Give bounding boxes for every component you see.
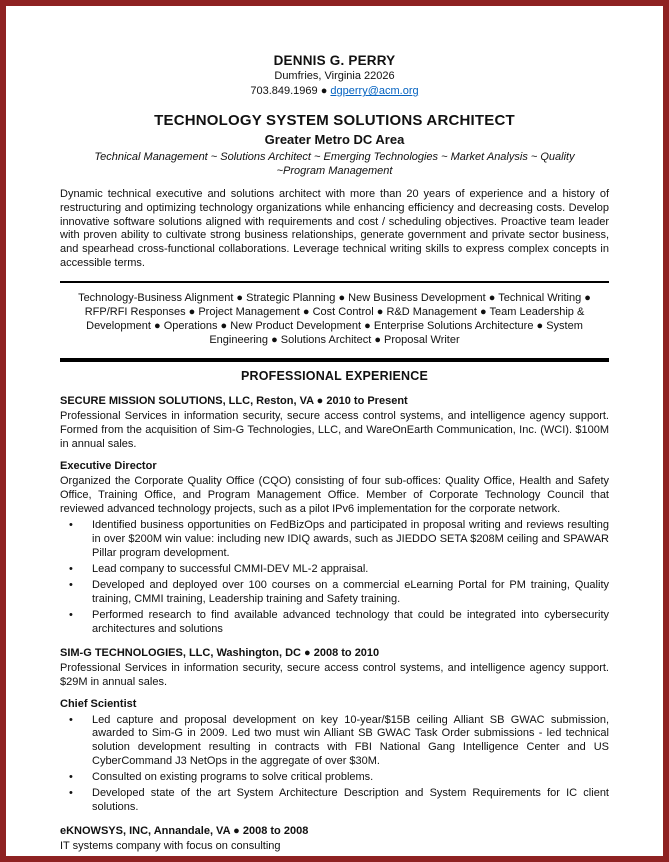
candidate-location: Dumfries, Virginia 22026 [274,70,395,83]
company-line: eKNOWSYS, INC, Annandale, VA ● 2008 to 2008 [60,825,309,838]
bullet-item: • Developed and deployed over 100 courses on a commercial eLearning Portal for PM training, Quality training, CMMI training, Leadership training and Safety training. [60,579,609,607]
bullet-item: • Consulted on existing programs to solve critical problems. [60,771,609,785]
bullet-item: • Performed research to find available advanced technology that could be integrated into cybersecurity architectures and solutions [60,609,609,637]
bullet-item: • Led capture and proposal development on key 10-year/$15B ceiling Alliant SB GWAC submission, awarded to Sim-G in 2009. Led two must win Alliant SB GWAC Task Order submissions - led technical solution development resulting in contracts with FBI National Gang Intelligence Center and US CyberCommand J3 NetOps in the aggregate of over $30M. [60,714,609,770]
resume-content [6,6,663,862]
section-divider-top [60,281,609,283]
resume-title: TECHNOLOGY SYSTEM SOLUTIONS ARCHITECT [154,112,515,130]
job-section-eknowsys [60,825,609,854]
job-section-secure-mission [60,395,609,637]
resume-header [60,52,609,99]
contact-line [60,85,609,99]
company-description: Professional Services in information security, secure access control systems, and intelligence agency support. Formed from the acquisition of Sim-G Technologies, LLC, and WareOnEarth Communication, Inc. (WCI). $100M in annual sales. [60,410,609,451]
summary-paragraph: Dynamic technical executive and solutions architect with more than 20 years of experience and a history of restructuring and optimizing technology organizations while enhancing efficiency and decreasing costs. Develop innovative software solutions aligned with requirements and cost / scheduling objectives. Proactive team leader with proven ability to cultivate strong business relationships, generate government and private sector business, and spearhead cross-functional collaborations. Leverage technical writing skills to express complex concepts in accessible terms. [60,187,609,270]
tagline [60,151,609,179]
role-title: Executive Director [60,460,157,472]
resume-subtitle: Greater Metro DC Area [264,132,405,148]
company-description: Professional Services in information security, secure access control systems, and intelligence agency support. $29M in annual sales. [60,661,609,688]
company-line: SIM-G TECHNOLOGIES, LLC, Washington, DC ● 2008 to 2010 [60,646,380,659]
bullet-list [60,714,609,816]
tagline-line-1: Technical Management ~ Solutions Architect ~ Emerging Technologies ~ Market Analysis ~ Quality [94,150,575,163]
tagline-line-2: ~Program Management [276,164,393,177]
candidate-name: DENNIS G. PERRY [273,53,396,68]
role-description: Organized the Corporate Quality Office (CQO) consisting of four sub-offices: Quality Office, Health and Safety Office, Training Office, and Program Management Office. Member of Corporate Technology Council that reviewed advanced technology projects, such as a pilot IPv6 implementation for the corporate network. [60,474,609,515]
keywords-block: Technology-Business Alignment ● Strategic Planning ● New Business Development ● Technical Writing ● RFP/RFI Responses ● Project Management ● Cost Control ● R&D Management ● Team Leadership & Development ● Operations ● New Product Development ● Enterprise Solutions Architecture ● System Engineering ● Solutions Architect ● Proposal Writer [78,292,591,347]
company-description: IT systems company with focus on consulting [60,840,281,853]
bullet-item: • Lead company to successful CMMI-DEV ML-2 appraisal. [60,563,609,577]
bullet-item: • Identified business opportunities on FedBizOps and participated in proposal writing and reviews resulting in over $200M win value: including new IDIQ awards, such as JIEDDO SETA $208M ceiling and SPAWAR Pillar program development. [60,519,609,561]
bullet-list [60,519,609,637]
email-link[interactable]: dgperry@acm.org [330,85,419,98]
job-section-sim-g [60,647,609,816]
role-title: Chief Scientist [60,697,137,710]
section-divider-bottom [60,358,609,362]
experience-heading: PROFESSIONAL EXPERIENCE [240,369,429,384]
title-block [60,111,609,178]
phone-text: 703.849.1969 ● [250,85,328,98]
bullet-item: • Developed state of the art System Architecture Description and System Requirements for IC client solutions. [60,787,609,815]
company-line: SECURE MISSION SOLUTIONS, LLC, Reston, VA ● 2010 to Present [60,395,408,408]
